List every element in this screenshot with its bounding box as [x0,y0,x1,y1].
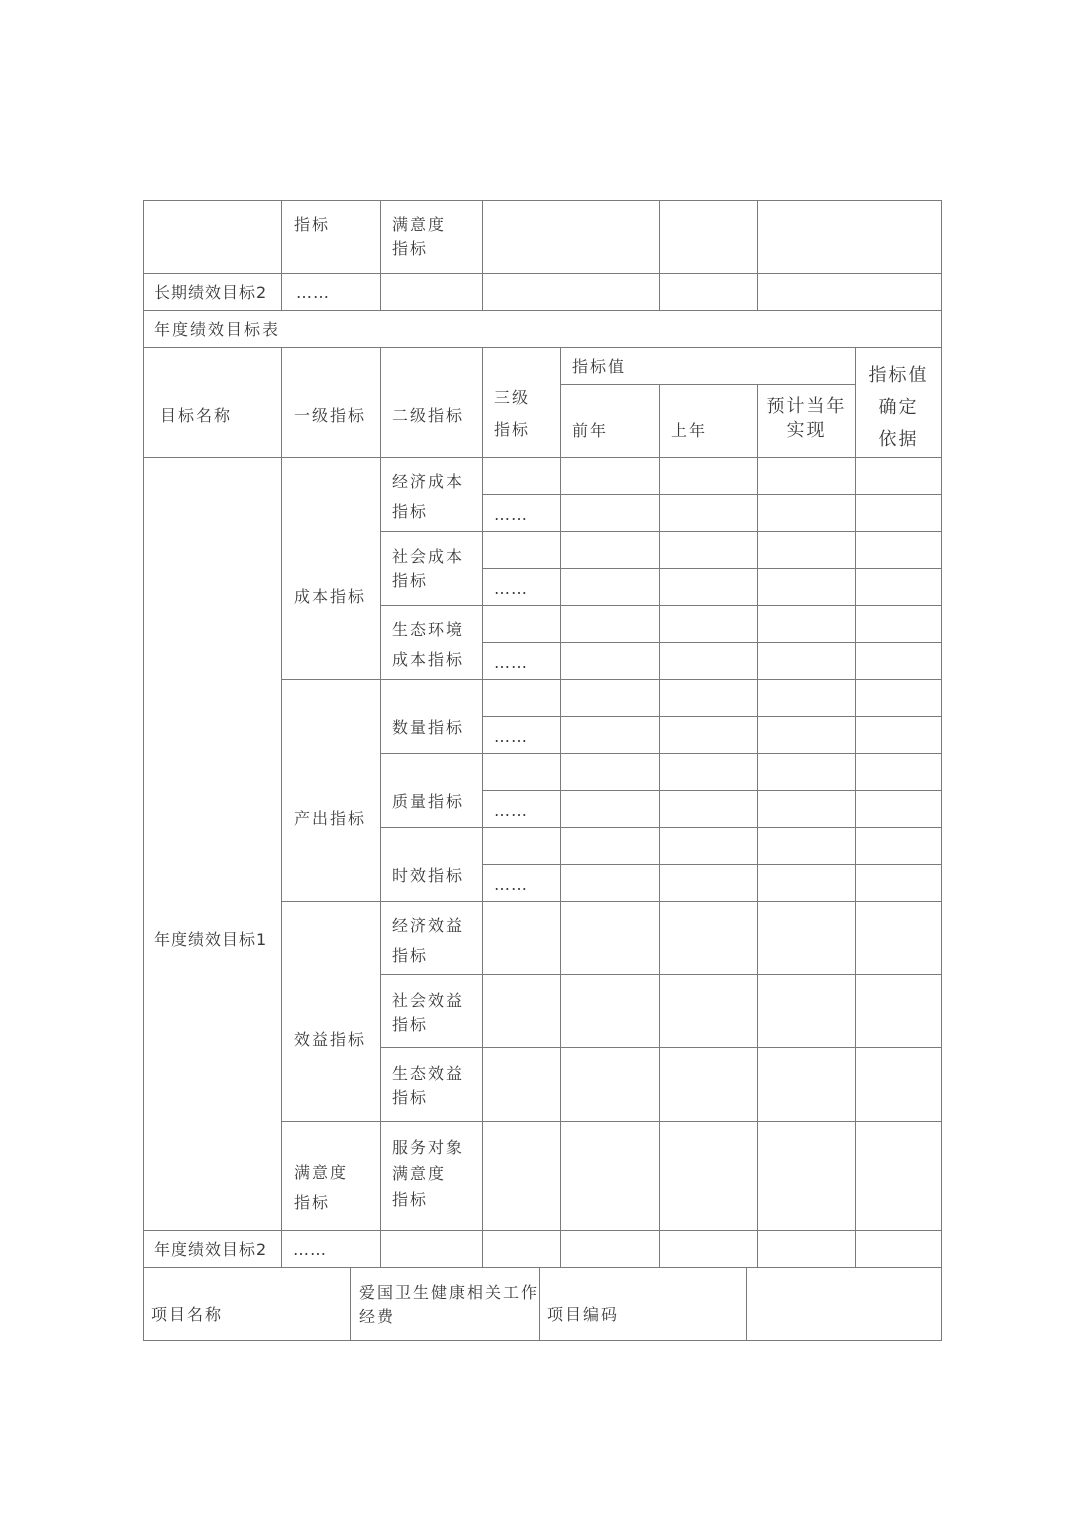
level1-cost [281,457,381,680]
value-cell [757,864,856,902]
value-cell [855,531,942,569]
level3-cell [482,974,561,1048]
value-cell [757,494,856,532]
table-cell [855,1230,942,1268]
header-text: 上年 [671,421,708,440]
table-cell [482,1230,561,1268]
level3-cell [482,864,561,902]
value-cell [855,753,942,791]
level1-benefit [281,901,381,1122]
value-cell [659,568,758,606]
level1-text: 产出指标 [294,809,367,828]
table-cell [143,273,282,311]
value-cell [757,605,856,643]
project-name-value: 爱国卫生健康相关工作 经费 [359,1283,540,1326]
table-cell [380,273,483,311]
level1-output [281,679,381,902]
value-cell [659,790,758,828]
value-cell [659,642,758,680]
level2-service-satisfaction [380,1121,483,1231]
level2-quantity [380,679,483,754]
level3-cell [482,605,561,643]
value-cell [659,679,758,717]
value-cell [560,716,660,754]
value-cell [757,1047,856,1122]
value-cell [560,642,660,680]
level3-cell [482,901,561,975]
value-cell [560,457,660,495]
level3-cell [482,457,561,495]
value-cell [757,568,856,606]
level3-cell [482,790,561,828]
value-cell [560,864,660,902]
level1-label: 指标 [294,215,331,234]
table-title-cell [143,310,942,348]
table-cell [757,273,942,311]
value-cell [757,642,856,680]
value-cell [659,457,758,495]
project-name-label: 项目名称 [151,1305,224,1324]
table-cell [482,273,660,311]
table-cell [659,1230,758,1268]
value-cell [560,568,660,606]
project-code-label: 项目编码 [547,1305,620,1324]
level2-social-benefit [380,974,483,1048]
header-text: 预计当年 实现 [766,396,847,441]
value-cell [855,679,942,717]
table-cell [659,200,758,274]
header-text: 目标名称 [160,406,233,425]
value-cell [855,790,942,828]
value-cell [560,679,660,717]
header-prev-year [560,384,660,458]
value-cell [855,901,942,975]
header-text: 前年 [572,421,609,440]
value-cell [560,605,660,643]
ellipsis: …… [494,801,528,820]
level3-cell [482,753,561,791]
goal2-label: 年度绩效目标2 [154,1240,268,1259]
value-cell [757,1121,856,1231]
ellipsis: …… [494,505,528,524]
value-cell [659,716,758,754]
value-cell [659,494,758,532]
header-text: 指标值 [572,357,627,376]
table-cell [757,1230,856,1268]
value-cell [659,864,758,902]
value-cell [659,974,758,1048]
value-cell [855,974,942,1048]
level2-social-cost [380,531,483,606]
ellipsis: …… [494,727,528,746]
level2-text: 生态环境 成本指标 [392,620,465,669]
value-cell [855,494,942,532]
ellipsis: …… [293,1240,327,1259]
level3-cell [482,642,561,680]
level2-text: 社会成本 指标 [392,547,465,590]
value-cell [855,605,942,643]
value-cell [560,974,660,1048]
level2-text: 时效指标 [392,866,465,885]
value-cell [560,790,660,828]
level2-economic-benefit [380,901,483,975]
header-level3 [482,347,561,458]
value-cell [560,827,660,865]
value-cell [659,1121,758,1231]
header-level2 [380,347,483,458]
level2-text: 质量指标 [392,792,465,811]
table-cell [659,273,758,311]
project-name-label-cell [143,1267,351,1341]
level2-text: 服务对象 满意度 指标 [392,1138,465,1209]
value-cell [855,642,942,680]
value-cell [757,679,856,717]
level3-cell [482,531,561,569]
ellipsis: …… [494,579,528,598]
level2-text: 生态效益 指标 [392,1064,465,1107]
table-cell [482,200,660,274]
value-cell [659,531,758,569]
value-cell [560,1121,660,1231]
value-cell [757,457,856,495]
level3-cell [482,679,561,717]
header-text: 一级指标 [294,406,367,425]
level3-cell [482,716,561,754]
level2-text: 数量指标 [392,718,465,737]
table-cell [281,273,381,311]
value-cell [560,901,660,975]
ellipsis: …… [296,283,330,302]
table-cell [560,1230,660,1268]
level2-text: 经济成本 指标 [392,472,465,521]
value-cell [855,568,942,606]
table-cell [380,200,483,274]
goal2-cell [143,1230,282,1268]
table-cell [380,1230,483,1268]
value-cell [855,1121,942,1231]
ellipsis: …… [494,875,528,894]
header-text: 指标值 确定 依据 [868,365,929,450]
value-cell [757,790,856,828]
ellipsis: …… [494,653,528,672]
project-name-value-cell [350,1267,540,1341]
level2-text: 社会效益 指标 [392,991,465,1034]
level3-cell [482,494,561,532]
value-cell [757,901,856,975]
level2-quality [380,753,483,828]
header-expected [757,384,856,458]
header-indicator-value [560,347,856,385]
value-cell [560,1047,660,1122]
level3-cell [482,568,561,606]
level2-timeliness [380,827,483,902]
value-cell [560,753,660,791]
long-term-goal2: 长期绩效目标2 [154,283,268,302]
goal1-cell [143,457,282,1231]
project-code-label-cell [539,1267,747,1341]
value-cell [560,494,660,532]
value-cell [659,1047,758,1122]
value-cell [659,901,758,975]
header-text: 三级 指标 [494,388,531,439]
level1-text: 效益指标 [294,1030,367,1049]
table-cell [281,200,381,274]
header-level1 [281,347,381,458]
table-cell [757,200,942,274]
level2-economic-cost [380,457,483,532]
header-last-year [659,384,758,458]
level3-cell [482,1121,561,1231]
level1-satisfaction [281,1121,381,1231]
value-cell [757,753,856,791]
value-cell [855,716,942,754]
level2-eco-benefit [380,1047,483,1122]
level1-text: 成本指标 [294,587,367,606]
header-goal-name [143,347,282,458]
value-cell [560,531,660,569]
value-cell [757,974,856,1048]
table-title: 年度绩效目标表 [154,320,281,339]
goal1-label: 年度绩效目标1 [154,930,268,949]
value-cell [659,753,758,791]
level1-text: 满意度 指标 [294,1163,349,1212]
level3-cell [482,1047,561,1122]
project-code-value-cell [746,1267,942,1341]
value-cell [855,457,942,495]
value-cell [855,1047,942,1122]
header-text: 二级指标 [392,406,465,425]
level2-label: 满意度 指标 [392,215,447,258]
table-cell [143,200,282,274]
value-cell [659,605,758,643]
level2-text: 经济效益 指标 [392,916,465,965]
table-cell [281,1230,381,1268]
level3-cell [482,827,561,865]
level2-eco-cost [380,605,483,680]
value-cell [757,827,856,865]
value-cell [757,531,856,569]
header-basis [855,347,942,458]
value-cell [855,827,942,865]
value-cell [659,827,758,865]
value-cell [757,716,856,754]
value-cell [855,864,942,902]
